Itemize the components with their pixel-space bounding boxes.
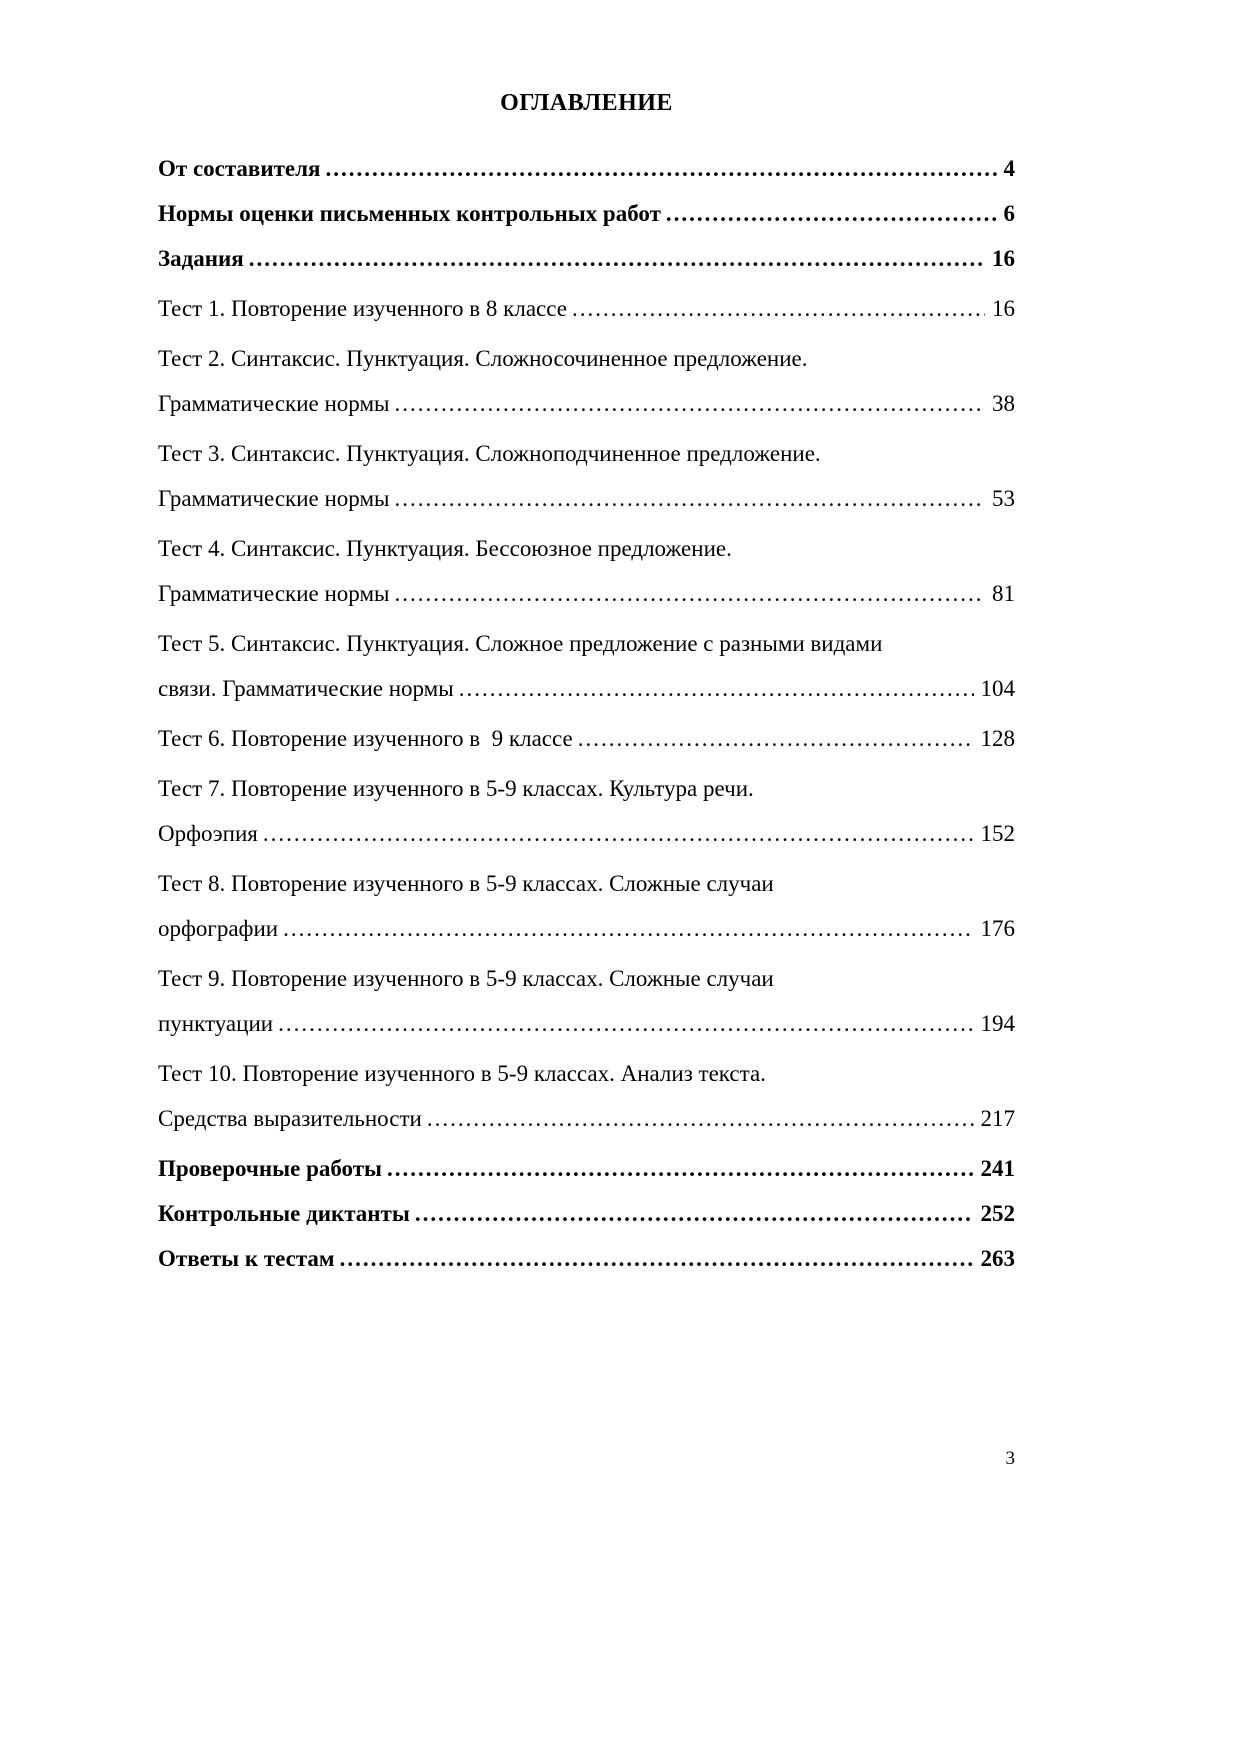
toc-line: [158, 191, 1015, 236]
toc-entry: [158, 236, 1015, 281]
toc-page-number: 252: [980, 1201, 1015, 1226]
toc-entry: [158, 861, 1015, 951]
toc-line: [158, 766, 1015, 811]
toc-entry-title: пунктуации: [158, 1011, 274, 1036]
toc-entry-title: Ответы к тестам: [158, 1246, 335, 1271]
toc-page-number: 16: [992, 296, 1015, 321]
toc-entry-title: Тест 10. Повторение изученного в 5-9 классах. Анализ текста.: [158, 1061, 766, 1086]
toc-entry-title: Тест 5. Синтаксис. Пунктуация. Сложное предложение с разными видами: [158, 631, 883, 656]
toc-page-number: 241: [980, 1156, 1015, 1181]
toc-line: [158, 476, 1015, 521]
toc-page-number: 6: [1003, 201, 1015, 226]
toc-entry-title: Тест 8. Повторение изученного в 5-9 классах. Сложные случаи: [158, 871, 774, 896]
dot-leader: [394, 571, 985, 616]
toc-entry-title: Тест 3. Синтаксис. Пунктуация. Сложноподчиненное предложение.: [158, 441, 821, 466]
toc-entry-title: Тест 2. Синтаксис. Пунктуация. Сложносочиненное предложение.: [158, 346, 808, 371]
toc-entry: [158, 1191, 1015, 1236]
toc-entry: [158, 191, 1015, 236]
toc-entry: [158, 431, 1015, 521]
toc-line: [158, 381, 1015, 426]
toc-line: [158, 336, 1015, 381]
toc-page-number: 194: [980, 1011, 1015, 1036]
toc-entry-title: Проверочные работы: [158, 1156, 383, 1181]
toc-page-number: 263: [980, 1246, 1015, 1271]
toc-page-number: 176: [980, 916, 1015, 941]
toc-entry: [158, 1051, 1015, 1141]
toc-page-number: 16: [992, 246, 1015, 271]
toc-page-number: 104: [980, 676, 1015, 701]
toc-entry-title: Грамматические нормы: [158, 581, 390, 606]
toc-line: [158, 146, 1015, 191]
toc-page-number: 128: [980, 726, 1015, 751]
toc-line: [158, 716, 1015, 761]
toc-line: [158, 906, 1015, 951]
toc-entry-title: Тест 6. Повторение изученного в 9 классе: [158, 726, 573, 751]
dot-leader: [415, 1191, 974, 1236]
dot-leader: [427, 1096, 974, 1141]
toc-page-number: 38: [992, 391, 1015, 416]
toc-line: [158, 286, 1015, 331]
toc-line: [158, 526, 1015, 571]
toc-entry: [158, 336, 1015, 426]
toc-page-number: 53: [992, 486, 1015, 511]
toc-line: [158, 1001, 1015, 1046]
dot-leader: [459, 666, 974, 711]
toc-entry: [158, 716, 1015, 761]
toc-line: [158, 1096, 1015, 1141]
page-number: 3: [1005, 1448, 1015, 1469]
page-title: ОГЛАВЛЕНИЕ: [500, 90, 673, 116]
toc-entry-title: Тест 1. Повторение изученного в 8 классе: [158, 296, 567, 321]
toc-page-number: 4: [1003, 156, 1015, 181]
toc-line: [158, 811, 1015, 856]
toc-entry: [158, 1236, 1015, 1281]
toc-entry: [158, 766, 1015, 856]
toc-entry: [158, 621, 1015, 711]
toc-entry-title: Контрольные диктанты: [158, 1201, 410, 1226]
toc-line: [158, 666, 1015, 711]
toc-line: [158, 956, 1015, 1001]
toc-line: [158, 571, 1015, 616]
dot-leader: [283, 906, 973, 951]
toc-entry: [158, 956, 1015, 1046]
toc-line: [158, 431, 1015, 476]
toc-entry-title: Грамматические нормы: [158, 486, 390, 511]
toc-line: [158, 861, 1015, 906]
toc-entry-title: Тест 4. Синтаксис. Пунктуация. Бессоюзное предложение.: [158, 536, 732, 561]
toc-page-number: 81: [992, 581, 1015, 606]
toc-page-number: 152: [980, 821, 1015, 846]
toc-line: [158, 1191, 1015, 1236]
toc-entry-title: Задания: [158, 246, 244, 271]
toc-entry: [158, 526, 1015, 616]
toc-line: [158, 1051, 1015, 1096]
toc-line: [158, 236, 1015, 281]
table-of-contents: [158, 146, 1015, 1281]
toc-entry-title: орфографии: [158, 916, 279, 941]
toc-entry: [158, 146, 1015, 191]
dot-leader: [325, 146, 996, 191]
toc-entry: [158, 286, 1015, 331]
dot-leader: [387, 1146, 973, 1191]
dot-leader: [666, 191, 997, 236]
dot-leader: [340, 1236, 974, 1281]
toc-entry-title: Средства выразительности: [158, 1106, 422, 1131]
dot-leader: [394, 381, 985, 426]
toc-line: [158, 1236, 1015, 1281]
dot-leader: [572, 286, 985, 331]
toc-line: [158, 1146, 1015, 1191]
dot-leader: [263, 811, 974, 856]
toc-page-number: 217: [980, 1106, 1015, 1131]
dot-leader: [278, 1001, 973, 1046]
toc-entry-title: Тест 9. Повторение изученного в 5-9 классах. Сложные случаи: [158, 966, 774, 991]
toc-line: [158, 621, 1015, 666]
toc-entry-title: Орфоэпия: [158, 821, 258, 846]
toc-entry-title: Грамматические нормы: [158, 391, 390, 416]
toc-entry-title: Нормы оценки письменных контрольных работ: [158, 201, 661, 226]
toc-entry: [158, 1146, 1015, 1191]
toc-entry-title: связи. Грамматические нормы: [158, 676, 454, 701]
toc-entry-title: От составителя: [158, 156, 321, 181]
dot-leader: [249, 236, 985, 281]
dot-leader: [578, 716, 974, 761]
toc-entry-title: Тест 7. Повторение изученного в 5-9 классах. Культура речи.: [158, 776, 754, 801]
dot-leader: [394, 476, 985, 521]
